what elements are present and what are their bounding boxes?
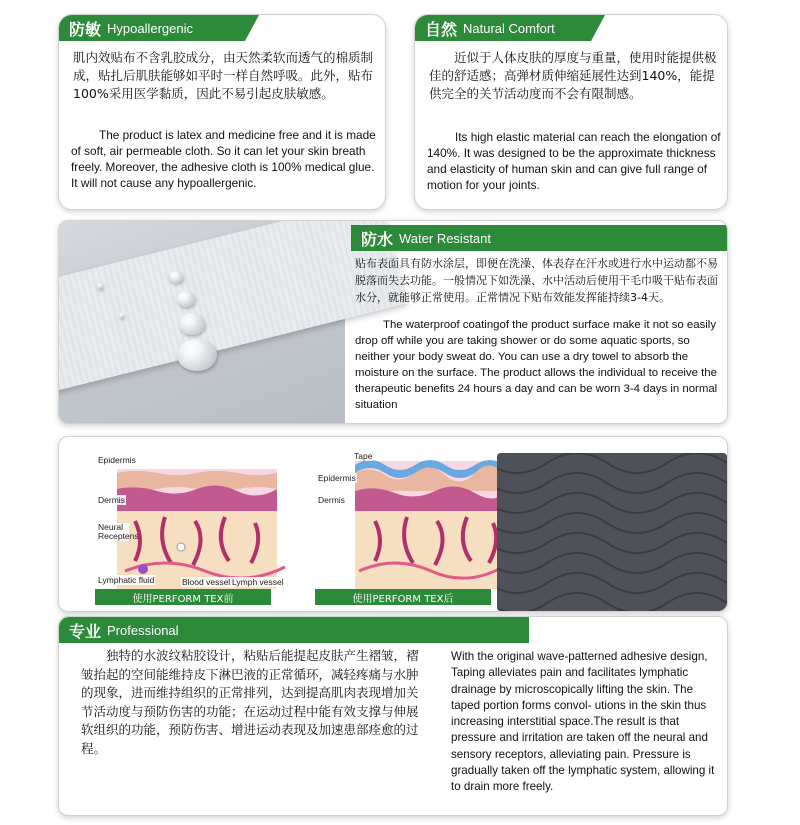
blood-vessel-label: Blood vessel: [182, 577, 231, 587]
hypoallergenic-header: [59, 15, 245, 41]
natural-comfort-text-zh: 近似于人体皮肤的厚度与重量，使用时能提供极佳的舒适感；高弹材质伸缩延展性达到140%，能提供完全的关节活动度而不会有限制感。: [429, 50, 717, 101]
tape-label: Tape: [354, 451, 373, 461]
after-epidermis-label: Epidermis: [318, 473, 356, 483]
hypoallergenic-text-zh: 肌内效贴布不含乳胶成分，由天然柔软而透气的棉质制成，贴扎后肌肤能够如平时一样自然呼吸。此外，贴布100%采用医学黏质，因此不易引起皮肤敏感。: [73, 50, 374, 101]
lymphatic-fluid-label: Lymphatic fluid: [98, 575, 155, 585]
skin-before-diagram: [95, 451, 287, 589]
hypoallergenic-card: [58, 14, 386, 210]
professional-text-en: With the original wave-patterned adhesive design, Taping alleviates pain and facilitates lymphatic drainage by microscopically lifting the skin. The taped portion forms convol- utions in the skin thus increasing interstitial space.The result is that pressure and irritation are taken off the neural and sensory receptors, alleviating pain. Pressure is gradually taken off the lymphatic system, allowing it to drain more freely.: [451, 650, 715, 794]
water-resistant-text-zh: 贴布表面具有防水涂层，即便在洗澡、体表存在汗水或进行水中运动都不易脱落而失去功能。一般情况下如洗澡、水中活动后使用干毛巾吸干贴布表面水分，就能够正常使用。正常情况下贴布效能发挥能持续3-4天。: [355, 257, 718, 304]
water-drop: [177, 339, 217, 371]
neural-receptors-label: Neural Receptens: [98, 522, 139, 541]
natural-comfort-card: [414, 14, 728, 210]
professional-title-en: Professional: [107, 622, 179, 638]
skin-after-illustration: [315, 451, 507, 589]
hypoallergenic-text-en: The product is latex and medicine free and it is made of soft, air permeable cloth. So it can let your skin breath freely. Moreover, the adhesive cloth is 100% medical glue. It will not cause any hypoallergenic.: [71, 128, 376, 190]
epidermis-label: Epidermis: [98, 455, 136, 465]
hypoallergenic-title-en: Hypoallergenic: [107, 20, 194, 36]
water-drop: [179, 313, 205, 335]
dermis-label: Dermis: [98, 495, 125, 505]
natural-comfort-title-en: Natural Comfort: [463, 20, 555, 36]
after-dermis-label: Dermis: [318, 495, 345, 505]
wave-pattern-tape-image: [497, 453, 727, 611]
water-drop: [97, 283, 103, 289]
lymph-vessel-label: Lymph vessel: [232, 577, 284, 587]
water-drops-image: [59, 221, 345, 424]
natural-comfort-header: [415, 15, 591, 41]
water-resistant-title-en: Water Resistant: [399, 230, 492, 246]
skin-after-diagram: [315, 451, 507, 589]
professional-card: [58, 616, 728, 816]
wave-pattern: [497, 453, 727, 611]
skin-before-illustration: [95, 451, 287, 589]
before-caption: 使用PERFORM TEX前: [95, 589, 271, 605]
natural-comfort-text-en: Its high elastic material can reach the elongation of 140%. It was designed to be the approximate thickness and elasticity of human skin and can give full range of motion for your joints.: [427, 130, 721, 192]
skin-diagram-card: [58, 436, 728, 612]
professional-title-zh: 专业: [69, 621, 102, 641]
water-resistant-card: [58, 220, 728, 424]
professional-text-zh: 独特的水波纹粘胶设计，粘贴后能提起皮肤产生褶皱，褶皱抬起的空间能维持皮下淋巴液的正常循环，减轻疼痛与水肿的现象，进而维持组织的正常排列，达到提高肌肉表现增加关节活动度与预防伤害的功能；在运动过程中能有效支撑与伸展软组织的功能，预防伤害、增进运动表现及加速患部痊愈的过程。: [81, 648, 419, 756]
water-drop: [119, 313, 124, 318]
natural-comfort-title-zh: 自然: [425, 19, 458, 39]
professional-header: [59, 617, 529, 643]
water-resistant-text-en: The waterproof coatingof the product surface make it not so easily drop off while you are taking shower or do some aquatic sports, so neither your body sweat do. You can use a dry towel to absorb the moisture on the surface. The product allows the individual to receive the therapeutic benefits 24 hours a day and can be worn 3-4 days in normal situation: [355, 319, 718, 411]
water-drop: [177, 291, 195, 307]
water-resistant-header: [351, 225, 727, 251]
water-drop: [169, 271, 183, 283]
water-resistant-title-zh: 防水: [361, 229, 394, 249]
after-caption: 使用PERFORM TEX后: [315, 589, 491, 605]
hypoallergenic-title-zh: 防敏: [69, 19, 102, 39]
